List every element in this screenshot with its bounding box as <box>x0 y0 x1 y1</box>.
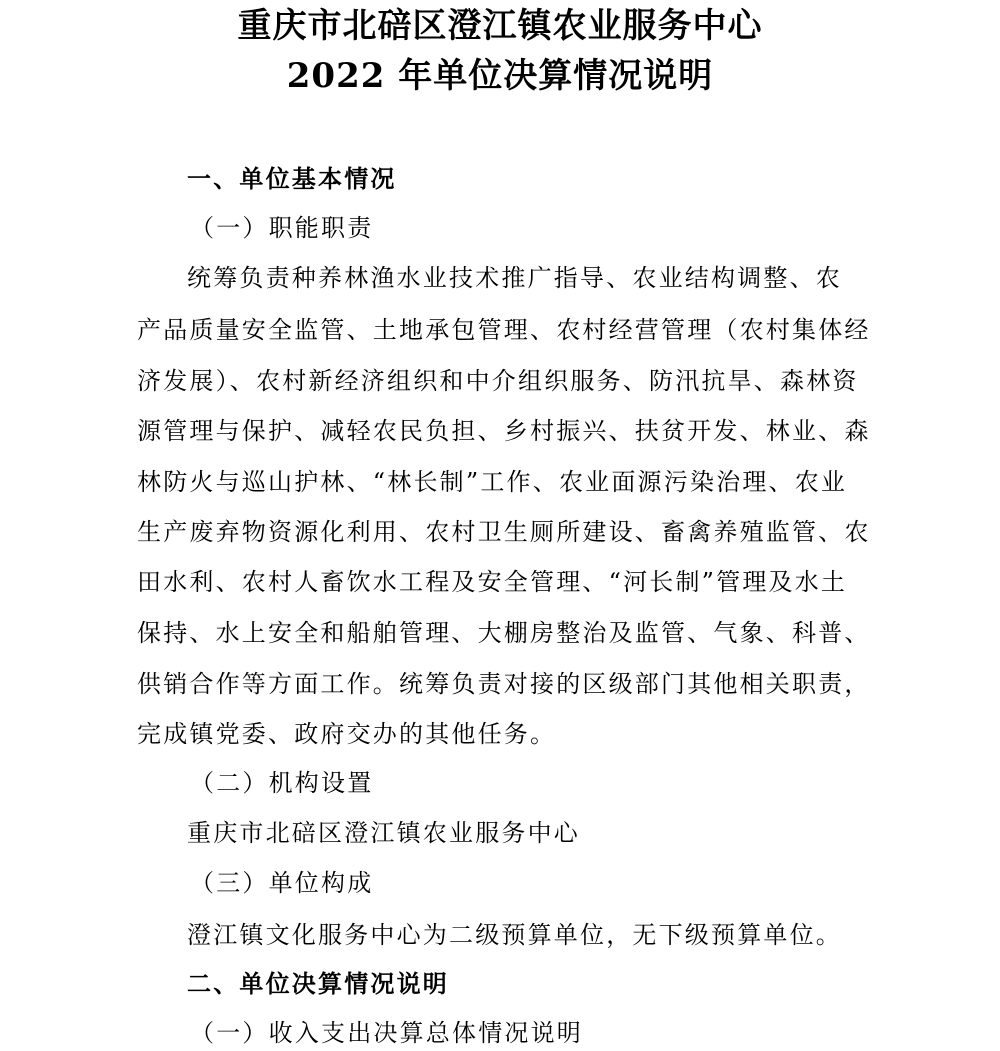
duties-line: 田水利、农村人畜饮水工程及安全管理、“河长制”管理及水土 <box>137 568 848 596</box>
duties-line: 林防火与巡山护林、“林长制”工作、农业面源污染治理、农业 <box>137 468 848 496</box>
duties-line: 完成镇党委、政府交办的其他任务。 <box>137 720 557 748</box>
duties-line: 生产废弃物资源化利用、农村卫生厕所建设、畜禽养殖监管、农 <box>137 518 871 546</box>
duties-line: 统筹负责种养林渔水业技术推广指导、农业结构调整、农 <box>187 264 842 292</box>
sub-1-2-heading: （二）机构设置 <box>190 769 374 797</box>
sub-1-1-heading: （一）职能职责 <box>190 214 374 242</box>
org-setup-text: 重庆市北碚区澄江镇农业服务中心 <box>187 819 580 847</box>
duties-line: 保持、水上安全和船舶管理、大棚房整治及监管、气象、科普、 <box>137 619 871 647</box>
sub-2-1-heading: （一）收入支出决算总体情况说明 <box>190 1019 583 1047</box>
document-title-line-1: 重庆市北碚区澄江镇农业服务中心 <box>237 6 763 46</box>
section-2-heading: 二、单位决算情况说明 <box>187 969 449 998</box>
duties-line: 济发展）、农村新经济组织和中介组织服务、防汛抗旱、森林资 <box>137 367 859 395</box>
duties-line: 产品质量安全监管、土地承包管理、农村经营管理（农村集体经 <box>137 316 871 344</box>
composition-text: 澄江镇文化服务中心为二级预算单位，无下级预算单位。 <box>187 921 842 949</box>
section-1-heading: 一、单位基本情况 <box>187 164 397 193</box>
document-title-line-2: 2022 年单位决算情况说明 <box>286 56 714 96</box>
sub-1-3-heading: （三）单位构成 <box>190 869 374 897</box>
duties-line: 供销合作等方面工作。统筹负责对接的区级部门其他相关职责， <box>137 670 871 698</box>
duties-line: 源管理与保护、减轻农民负担、乡村振兴、扶贫开发、林业、森 <box>137 417 871 445</box>
